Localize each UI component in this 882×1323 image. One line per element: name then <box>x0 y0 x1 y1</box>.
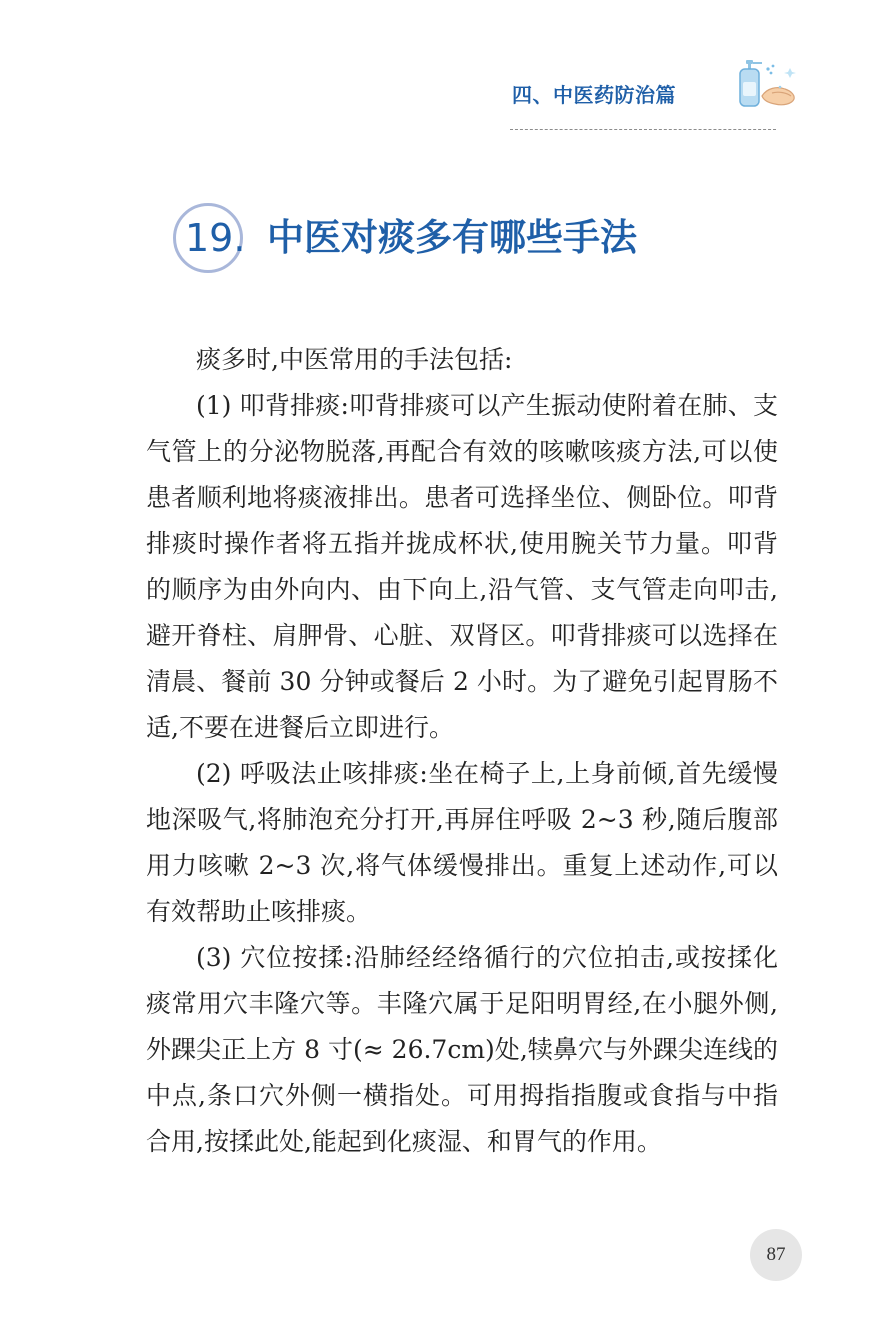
chapter-header-title: 四、中医药防治篇 <box>512 83 676 107</box>
header-divider <box>510 129 776 130</box>
page-number: 87 <box>766 1244 786 1265</box>
article-title: 中医对痰多有哪些手法 <box>267 216 637 259</box>
method-paragraph-back-tapping: (1) 叩背排痰:叩背排痰可以产生振动使附着在肺、支气管上的分泌物脱落,再配合有效的咳嗽咳痰方法,可以使患者顺利地将痰液排出。患者可选择坐位、侧卧位。叩背排痰时操作者将五指并拢成杯状,使用腕关节力量。叩背的顺序为由外向内、由下向上,沿气管、支气管走向叩击,避开脊柱、肩胛骨、心脏、双肾区。叩背排痰可以选择在清晨、餐前 30 分钟或餐后 2 小时。为了避免引起胃肠不适,不要在进餐后立即进行。 <box>146 391 778 742</box>
intro-paragraph: 痰多时,中医常用的手法包括: <box>196 345 513 374</box>
question-number: 19. <box>185 216 246 260</box>
hand-sanitizer-washing-icon <box>735 58 801 110</box>
method-paragraph-breathing: (2) 呼吸法止咳排痰:坐在椅子上,上身前倾,首先缓慢地深吸气,将肺泡充分打开,再屏住呼吸 2~3 秒,随后腹部用力咳嗽 2~3 次,将气体缓慢排出。重复上述动作,可以有效帮助止咳排痰。 <box>146 759 778 926</box>
article-body <box>146 337 778 1165</box>
method-paragraph-acupoint: (3) 穴位按揉:沿肺经经络循行的穴位拍击,或按揉化痰常用穴丰隆穴等。丰隆穴属于足阳明胃经,在小腿外侧,外踝尖正上方 8 寸(≈ 26.7cm)处,犊鼻穴与外踝尖连线的中点,条口穴外侧一横指处。可用拇指指腹或食指与中指合用,按揉此处,能起到化痰湿、和胃气的作用。 <box>146 943 778 1156</box>
